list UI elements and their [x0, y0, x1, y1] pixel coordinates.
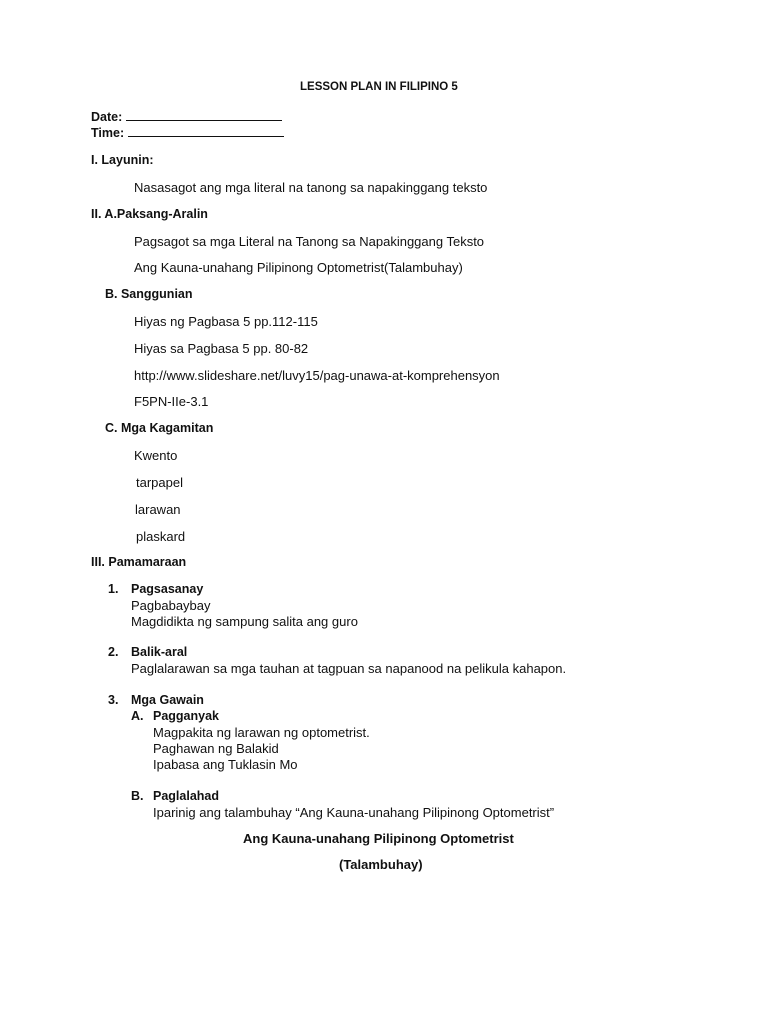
material-item: plaskard: [136, 529, 186, 544]
step-line: Paglalarawan sa mga tauhan at tagpuan sa napanood na pelikula kahapon.: [131, 661, 567, 676]
time-label: Time:: [91, 126, 125, 140]
substep-letter: B.: [131, 789, 144, 803]
time-blank-line: [128, 127, 284, 137]
story-subtitle: (Talambuhay): [339, 857, 423, 872]
reference-item: http://www.slideshare.net/luvy15/pag-unawa-at-komprehensyon: [134, 368, 500, 383]
date-blank-line: [126, 111, 282, 121]
substep-letter: A.: [131, 709, 144, 723]
reference-item: F5PN-IIe-3.1: [134, 394, 209, 409]
objectives-text: Nasasagot ang mga literal na tanong sa napakinggang teksto: [134, 180, 488, 195]
procedure-heading: III. Pamamaraan: [91, 555, 187, 569]
step-number: 3.: [108, 693, 119, 707]
substep-title: Pagganyak: [153, 709, 220, 723]
document-title: LESSON PLAN IN FILIPINO 5: [300, 81, 458, 93]
time-field: [91, 127, 284, 140]
objectives-heading: I. Layunin:: [91, 153, 154, 167]
reference-item: Hiyas sa Pagbasa 5 pp. 80-82: [134, 341, 309, 356]
step-title: Pagsasanay: [131, 582, 204, 596]
substep-line: Magpakita ng larawan ng optometrist.: [153, 725, 370, 740]
subject-matter-line: Pagsagot sa mga Literal na Tanong sa Napakinggang Teksto: [134, 234, 485, 249]
material-item: larawan: [135, 502, 181, 517]
step-line: Pagbabaybay: [131, 598, 211, 613]
substep-line: Paghawan ng Balakid: [153, 741, 279, 756]
subject-matter-line: Ang Kauna-unahang Pilipinong Optometrist(Talambuhay): [134, 260, 463, 275]
materials-heading: C. Mga Kagamitan: [105, 421, 214, 435]
step-title: Balik-aral: [131, 645, 188, 659]
references-heading: B. Sanggunian: [105, 287, 193, 301]
step-line: Magdidikta ng sampung salita ang guro: [131, 614, 358, 629]
step-number: 2.: [108, 645, 119, 659]
substep-line: Ipabasa ang Tuklasin Mo: [153, 757, 298, 772]
subject-matter-heading: II. A.Paksang-Aralin: [91, 207, 208, 221]
date-label: Date:: [91, 110, 123, 124]
step-title: Mga Gawain: [131, 693, 204, 707]
story-title: Ang Kauna-unahang Pilipinong Optometrist: [243, 831, 514, 846]
step-number: 1.: [108, 582, 119, 596]
reference-item: Hiyas ng Pagbasa 5 pp.112-115: [134, 314, 318, 329]
material-item: Kwento: [134, 448, 178, 463]
substep-line: Iparinig ang talambuhay “Ang Kauna-unahang Pilipinong Optometrist”: [153, 805, 555, 820]
material-item: tarpapel: [136, 475, 183, 490]
substep-title: Paglalahad: [153, 789, 219, 803]
date-field: [91, 111, 282, 124]
